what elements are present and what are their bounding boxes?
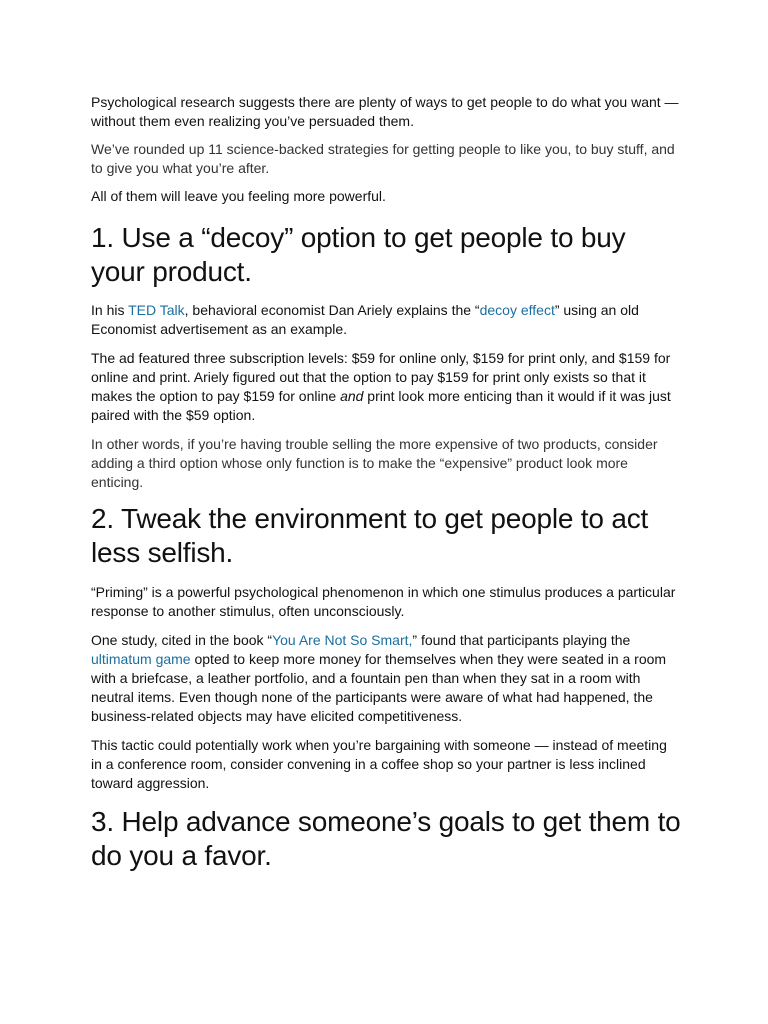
- text-span: ” found that participants playing the: [412, 632, 631, 648]
- section-2-paragraph-2: [91, 631, 681, 726]
- section-1-paragraph-1: [91, 301, 681, 339]
- section-1-paragraph-3: In other words, if you’re having trouble selling the more expensive of two products, consider adding a third option whose only function is to make the “expensive” product look more enticing.: [91, 436, 658, 490]
- text-span: , behavioral economist Dan Ariely explains the “: [184, 302, 480, 318]
- decoy-effect-link[interactable]: decoy effect: [479, 302, 555, 318]
- section-2-heading: 2. Tweak the environment to get people to act less selfish.: [91, 503, 649, 568]
- section-2-paragraph-1: “Priming” is a powerful psychological phenomenon in which one stimulus produces a particular response to another stimulus, often unconsciously.: [91, 584, 676, 619]
- text-span: ” using an old Economist advertisement as an example.: [91, 302, 639, 337]
- intro-paragraph-3: All of them will leave you feeling more powerful.: [91, 188, 386, 204]
- text-span: print look more enticing than it would if it was just paired with the $59 option.: [91, 388, 671, 423]
- intro-paragraph-1: Psychological research suggests there are plenty of ways to get people to do what you want — without them even realizing you’ve persuaded them.: [91, 94, 679, 129]
- section-1-heading: 1. Use a “decoy” option to get people to buy your product.: [91, 222, 626, 287]
- ultimatum-game-link[interactable]: ultimatum game: [91, 651, 191, 667]
- text-span: One study, cited in the book “: [91, 632, 273, 648]
- section-1-paragraph-2: [91, 349, 681, 425]
- text-span: In his: [91, 302, 129, 318]
- ted-talk-link[interactable]: TED Talk: [128, 302, 185, 318]
- you-are-not-so-smart-link[interactable]: You Are Not So Smart,: [272, 632, 413, 648]
- emphasis-text: and: [340, 388, 364, 404]
- article-body: [91, 93, 681, 883]
- section-3-heading: 3. Help advance someone’s goals to get them to do you a favor.: [91, 806, 681, 871]
- text-span: opted to keep more money for themselves when they were seated in a room with a briefcase, a leather portfolio, and a fountain pen than when they sat in a room with neutral items. Even though none of the participants were aware of what had happened, the business-related objects may have elicited competitiveness.: [91, 651, 667, 724]
- intro-paragraph-2: We’ve rounded up 11 science-backed strategies for getting people to like you, to buy stuff, and to give you what you’re after.: [91, 141, 675, 176]
- text-span: The ad featured three subscription levels: $59 for online only, $159 for print only, and $159 for online and print. Ariely figured out that the option to pay $159 for print only exists so that it makes the option to pay $159 for online: [91, 350, 671, 404]
- section-2-paragraph-3: This tactic could potentially work when you’re bargaining with someone — instead of meeting in a conference room, consider convening in a coffee shop so your partner is less inclined toward aggression.: [91, 737, 667, 791]
